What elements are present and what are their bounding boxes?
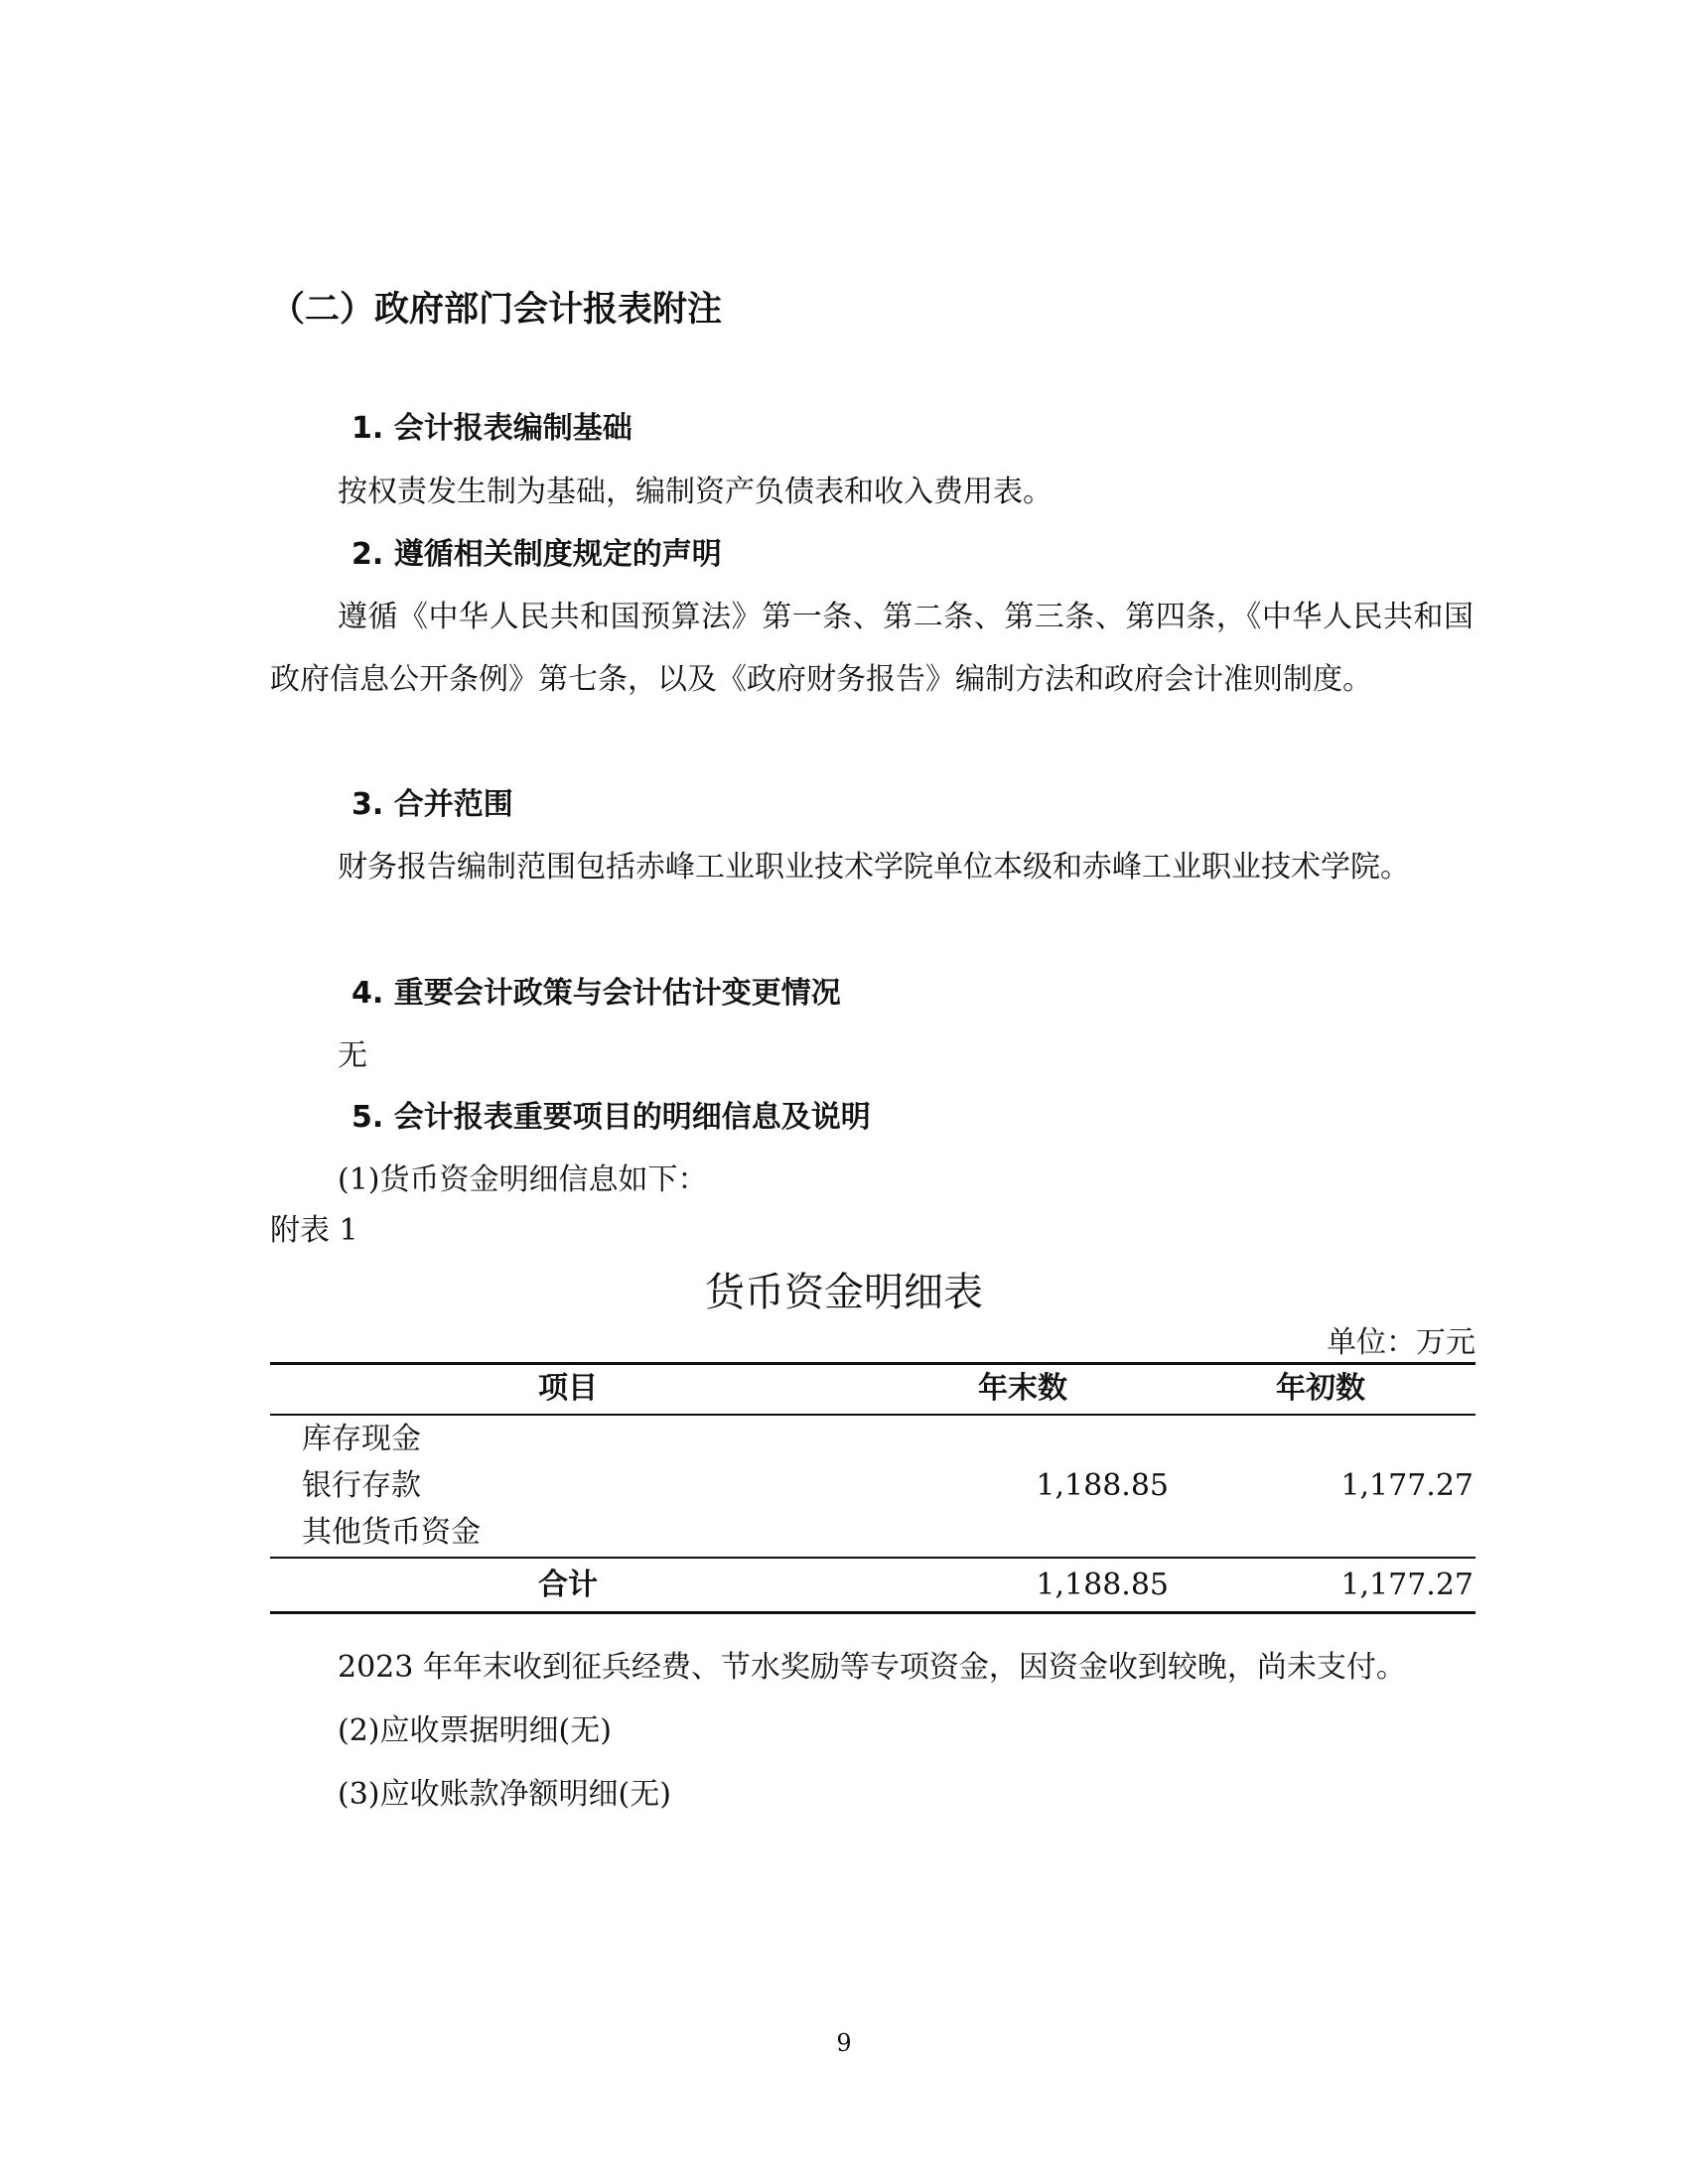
page-number: 9 (836, 2029, 852, 2057)
table-bottom-rule (270, 1611, 1476, 1614)
header-end: 年末数 (978, 1371, 1067, 1406)
row-bank-begin: 1,177.27 (1340, 1468, 1474, 1503)
item-4-text: 无 (338, 1038, 367, 1073)
item-3-title: 3. 合并范围 (352, 787, 513, 822)
row-cash-item: 库存现金 (302, 1422, 421, 1456)
item-1-title: 1. 会计报表编制基础 (352, 411, 633, 446)
item-3-text: 财务报告编制范围包括赤峰工业职业技术学院单位本级和赤峰工业职业技术学院。 (338, 850, 1410, 885)
note-3: (3)应收账款净额明细(无) (338, 1777, 671, 1812)
total-end: 1,188.85 (1036, 1568, 1169, 1602)
header-item: 项目 (538, 1371, 598, 1406)
item-2-text: 遵循《中华人民共和国预算法》第一条、第二条、第三条、第四条，《中华人民共和国政府信息公开条例》第七条，以及《政府财务报告》编制方法和政府会计准则制度。 (270, 600, 1474, 697)
note-1: 2023 年年末收到征兵经费、节水奖励等专项资金，因资金收到较晚，尚未支付。 (338, 1650, 1406, 1685)
table-title: 货币资金明细表 (705, 1270, 983, 1315)
header-begin: 年初数 (1276, 1371, 1365, 1406)
item-4-title: 4. 重要会计政策与会计估计变更情况 (352, 976, 841, 1011)
note-2: (2)应收票据明细(无) (338, 1713, 612, 1748)
table-top-rule (270, 1362, 1476, 1365)
item-2-title: 2. 遵循相关制度规定的声明 (352, 537, 722, 572)
row-bank-item: 银行存款 (302, 1468, 421, 1503)
row-other-item: 其他货币资金 (302, 1515, 481, 1550)
section-heading: （二）政府部门会计报表附注 (270, 290, 723, 330)
total-item: 合计 (538, 1568, 598, 1602)
total-begin: 1,177.27 (1340, 1568, 1474, 1602)
row-bank-end: 1,188.85 (1036, 1468, 1169, 1503)
item-5-title: 5. 会计报表重要项目的明细信息及说明 (352, 1100, 871, 1135)
table-label: 附表 1 (270, 1213, 358, 1248)
table-unit: 单位：万元 (1327, 1325, 1476, 1360)
table-total-rule (270, 1557, 1476, 1559)
item-5-text: (1)货币资金明细信息如下： (338, 1162, 708, 1197)
item-1-text: 按权责发生制为基础，编制资产负债表和收入费用表。 (338, 475, 1053, 509)
table-header-rule (270, 1414, 1476, 1416)
